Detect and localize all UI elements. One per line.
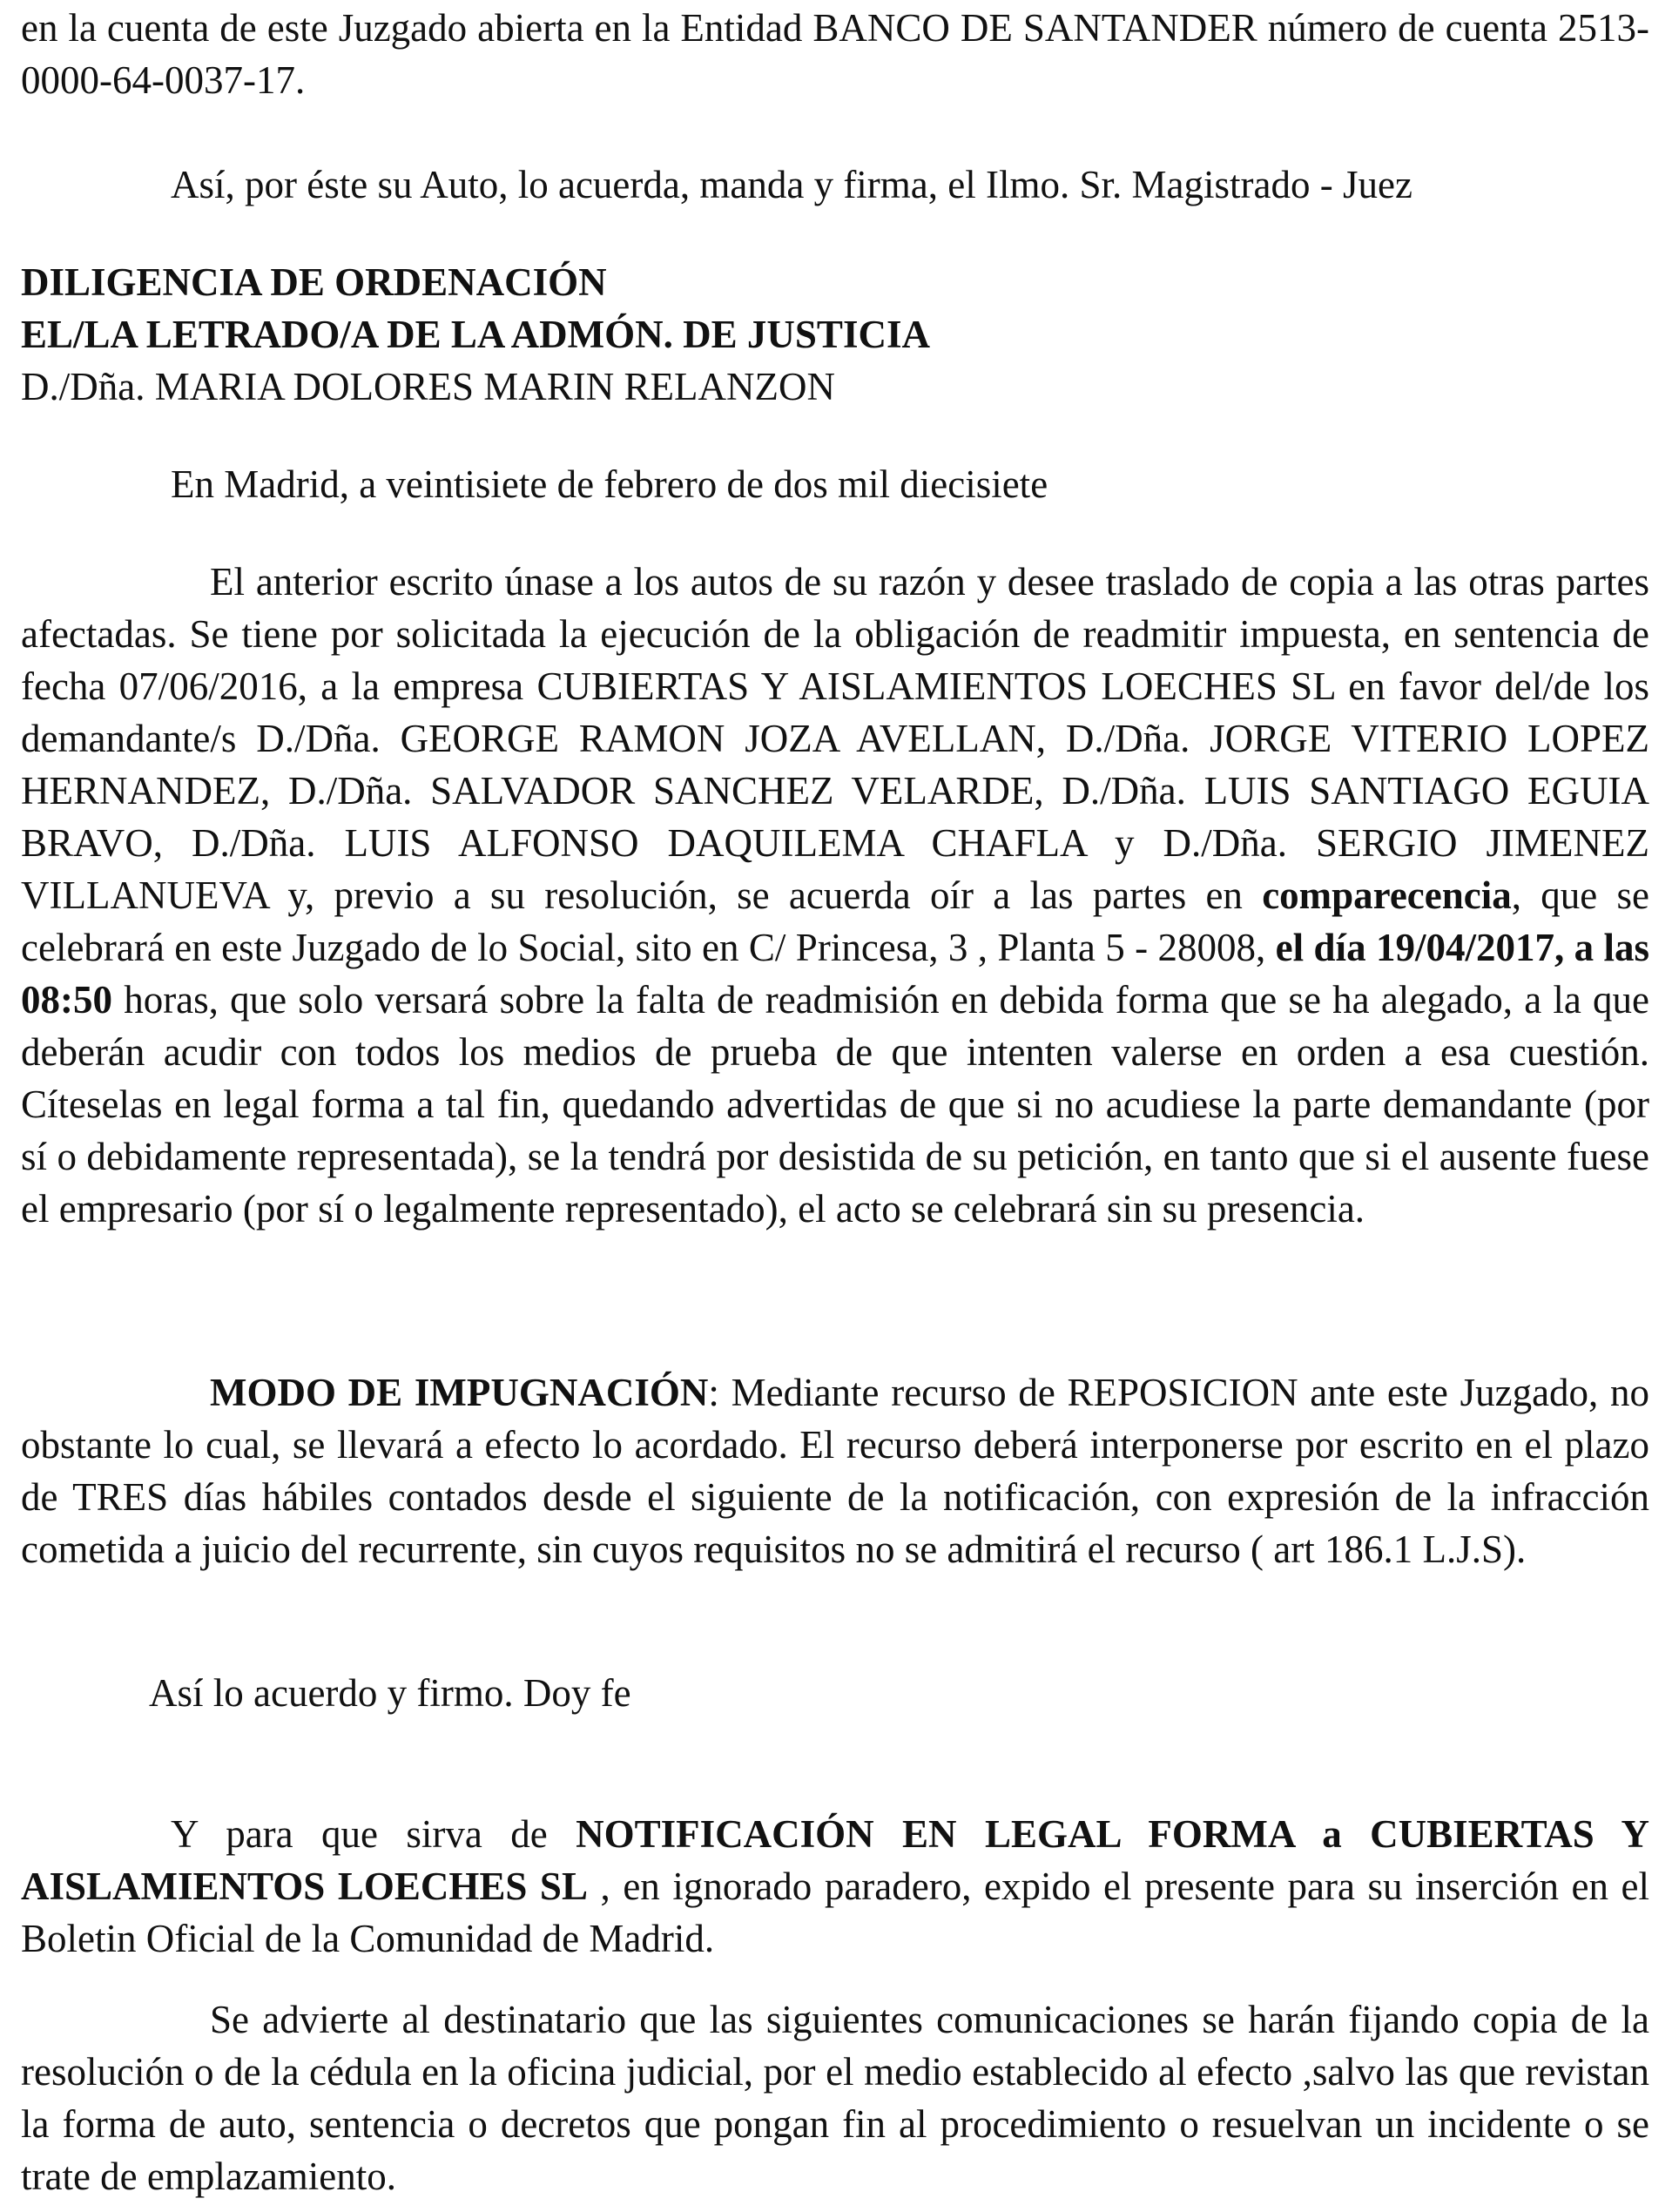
main-text-part2: , que se celebrará en este Juzgado de lo Social, sito en C/ Princesa, 3 , Planta 5 - 28008, (21, 873, 1649, 969)
notificacion-text-part1: Y para que sirva de (171, 1812, 576, 1856)
auto-signature-line: Así, por éste su Auto, lo acuerda, manda y firma, el Ilmo. Sr. Magistrado - Juez (171, 163, 1412, 206)
impugnacion-text: : Mediante recurso de REPOSICION ante este Juzgado, no obstante lo cual, se llevará a efecto lo acordado. El recurso deberá interponerse por escrito en el plazo de TRES días hábiles contados desde el siguiente de la notificación, con expresión de la infracción cometida a juicio del recurrente, sin cuyos requisitos no se admitirá el recurso ( art 186.1 L.J.S). (21, 1371, 1649, 1571)
comparecencia-term: comparecencia (1262, 873, 1512, 917)
notificacion-emphasis: NOTIFICACIÓN EN LEGAL FORMA a CUBIERTAS Y AISLAMIENTOS LOECHES SL (21, 1812, 1650, 1908)
notificacion-text-part2: , en ignorado paradero, expido el presente para su inserción en el Boletin Oficial de la Comunidad de Madrid. (21, 1865, 1649, 1960)
letrado-heading: EL/LA LETRADO/A DE LA ADMÓN. DE JUSTICIA (21, 313, 930, 356)
advertencia-paragraph: Se advierte al destinatario que las siguientes comunicaciones se harán fijando copia de la resolución o de la cédula en la oficina judicial, por el medio establecido al efecto ,salvo las que revistan la forma de auto, sentencia o decretos que pongan fin al procedimiento o resuelvan un incidente o se trate de emplazamiento. (21, 1998, 1649, 2198)
closing-line: Así lo acuerdo y firmo. Doy fe (149, 1671, 631, 1715)
date-line: En Madrid, a veintisiete de febrero de dos mil diecisiete (171, 462, 1048, 506)
impugnacion-heading: MODO DE IMPUGNACIÓN (210, 1371, 709, 1414)
notificacion-paragraph (21, 1808, 1649, 1965)
main-text-part3: horas, que solo versará sobre la falta de readmisión en debida forma que se ha alegado, a la que deberán acudir con todos los medios de prueba de que intenten valerse en orden a esa cuestión. Cíteselas en legal forma a tal fin, quedando advertidas de que si no acudiese la parte demandante (por sí o debidamente representada), se la tendrá por desistida de su petición, en tanto que si el ausente fuese el empresario (por sí o legalmente representado), el acto se celebrará sin su presencia. (21, 978, 1649, 1231)
hearing-date: el día 19/04/2017, a las 08:50 (21, 926, 1649, 1022)
impugnacion-paragraph (21, 1366, 1649, 1575)
main-text-part1: El anterior escrito únase a los autos de su razón y desee traslado de copia a las otras partes afectadas. Se tiene por solicitada la ejecución de la obligación de readmitir impuesta, en sentencia de fecha 07/06/2016, a la empresa CUBIERTAS Y AISLAMIENTOS LOECHES SL en favor del/de los demandante/s D./Dña. GEORGE RAMON JOZA AVELLAN, D./Dña. JORGE VITERIO LOPEZ HERNANDEZ, D./Dña. SALVADOR SANCHEZ VELARDE, D./Dña. LUIS SANTIAGO EGUIA BRAVO, D./Dña. LUIS ALFONSO DAQUILEMA CHAFLA y D./Dña. SERGIO JIMENEZ VILLANUEVA y, previo a su resolución, se acuerda oír a las partes en (21, 560, 1649, 917)
bank-account-paragraph: en la cuenta de este Juzgado abierta en la Entidad BANCO DE SANTANDER número de cuenta 2513-0000-64-0037-17. (21, 6, 1649, 102)
diligencia-heading: DILIGENCIA DE ORDENACIÓN (21, 260, 607, 304)
main-paragraph (21, 556, 1649, 1235)
letrado-name: D./Dña. MARIA DOLORES MARIN RELANZON (21, 365, 835, 408)
